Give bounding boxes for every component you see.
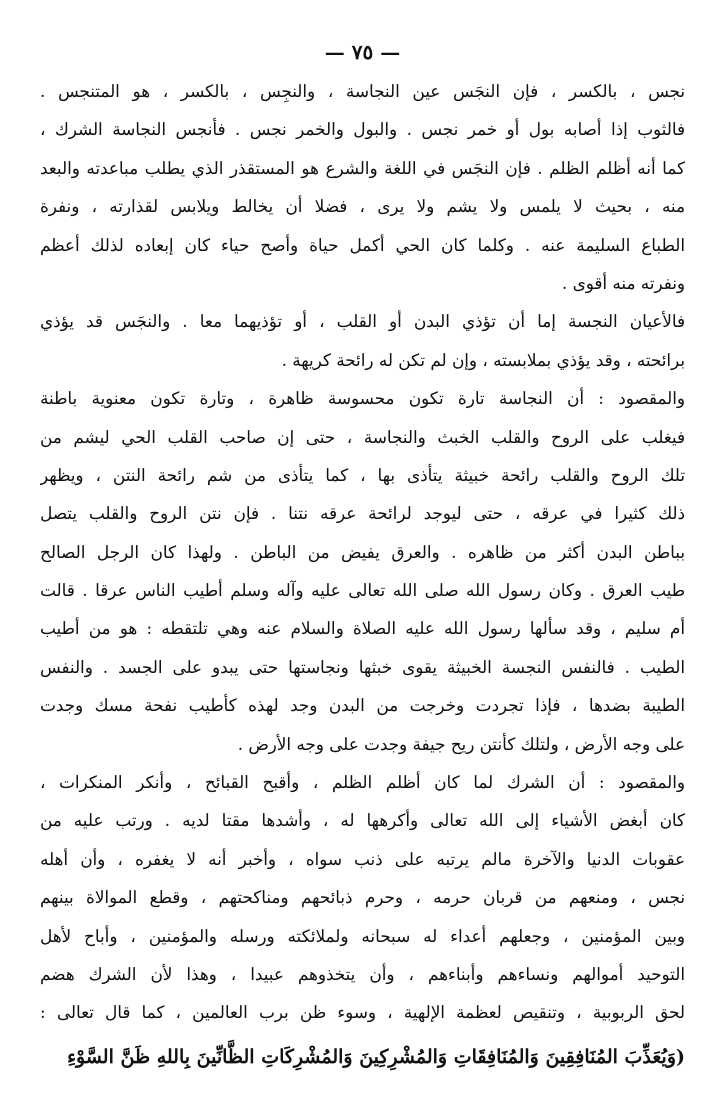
text-line: على وجه الأرض ، ولتلك كأنتن ريح جيفة وجدت على وجه الأرض . bbox=[237, 733, 685, 754]
text-line: التوحيد أموالهم ونساءهم وأبناءهم ، وأن يتخذوهم عبيدا ، وهذا لأن الشرك هضم bbox=[40, 963, 685, 984]
text-line: كما أنه أظلم الظلم . فإن النجَس في اللغة والشرع هو المستقذر الذي يطلب مباعدته والبعد bbox=[40, 157, 685, 178]
text-line: طيب العرق . وكان رسول الله صلى الله تعالى عليه وآله وسلم أطيب الناس عرقا . قالت bbox=[40, 580, 685, 601]
text-line: والمقصود : أن النجاسة تارة تكون محسوسة ظاهرة ، وتارة تكون معنوية باطنة bbox=[40, 388, 685, 409]
text-line: تلك الروح والقلب رائحة خبيثة يتأذى بها ، كما يتأذى من شم رائحة النتن ، ويظهر bbox=[40, 464, 685, 485]
text-line: فالثوب إذا أصابه بول أو خمر نجس . والبول والخمر نجس . فأنجس النجاسة الشرك ، bbox=[40, 119, 685, 140]
text-line: ونفرته منه أقوى . bbox=[561, 272, 685, 293]
text-line: والمقصود : أن الشرك لما كان أظلم الظلم ، وأقبح القبائح ، وأنكر المنكرات ، bbox=[40, 772, 685, 793]
text-line: ذلك كثيرا في عرقه ، حتى ليوجد لرائحة عرقه نتنا . فإن نتن الروح والقلب يتصل bbox=[40, 503, 685, 524]
text-line: أم سليم ، وقد سألها رسول الله عليه الصلاة والسلام عنه وهي تلتقطه : هو من أطيب bbox=[40, 618, 685, 639]
body-text bbox=[40, 72, 685, 1076]
text-line: وبين المؤمنين ، وجعلهم أعداء له سبحانه ولملائكته ورسله والمؤمنين ، وأباح لأهل bbox=[40, 925, 685, 946]
text-line: برائحته ، وقد يؤذي بملابسته ، وإن لم تكن له رائحة كريهة . bbox=[281, 349, 685, 370]
text-line: نجس ، ومنعهم من قربان حرمه ، وحرم ذبائحهم ومناكحتهم ، وقطع الموالاة بينهم bbox=[40, 887, 685, 908]
text-line: الطيب . فالنفس النجسة الخبيثة يقوى خبثها ونجاستها حتى يبدو على الجسد . والنفس bbox=[40, 656, 685, 677]
text-line: نجس ، بالكسر ، فإن النجَس عين النجاسة ، والنجِس ، بالكسر ، هو المتنجس . bbox=[40, 81, 685, 101]
text-line: فيغلب على الروح والقلب الخبث والنجاسة ، حتى إن صاحب القلب الحي ليشم من bbox=[40, 426, 685, 447]
text-line: لحق الربوبية ، وتنقيص لعظمة الإلهية ، وسوء ظن برب العالمين ، كما قال تعالى : bbox=[40, 1002, 685, 1023]
page-number: — ٧٥ — bbox=[324, 40, 401, 64]
text-line: عقوبات الدنيا والآخرة مالم يرتبه على ذنب سواه ، وأخبر أنه لا يغفره ، وأن أهله bbox=[40, 848, 685, 869]
text-line: فالأعيان النجسة إما أن تؤذي البدن أو القلب ، أو تؤذيهما معا . والنجَس قد يؤذي bbox=[40, 311, 685, 332]
text-line: منه ، بحيث لا يلمس ولا يشم ولا يرى ، فضلا أن يخالط ويلابس لقذارته ، ونفرة bbox=[40, 196, 685, 217]
quran-verse-line: (وَيُعَذِّبَ المُنَافِقِينَ وَالمُنَافِقَاتِ وَالمُشْرِكِينَ وَالمُشْرِكَاتِ الظَّانِّينَ بِاللهِ ظَنَّ السَّوْءِ bbox=[67, 1045, 685, 1068]
text-line: الطيبة بضدها ، فإذا تجردت وخرجت من البدن وجد لهذه كأطيب نفحة مسك وجدت bbox=[40, 695, 685, 716]
text-line: كان أبغض الأشياء إلى الله تعالى وأكرهها له ، وأشدها مقتا لديه . ورتب عليه من bbox=[40, 810, 685, 831]
text-line: بباطن البدن أكثر من ظاهره . والعرق يفيض من الباطن . ولهذا كان الرجل الصالح bbox=[40, 541, 685, 562]
text-line: الطباع السليمة عنه . وكلما كان الحي أكمل حياة وأصح حياء كان إبعاده لذلك أعظم bbox=[40, 234, 685, 255]
